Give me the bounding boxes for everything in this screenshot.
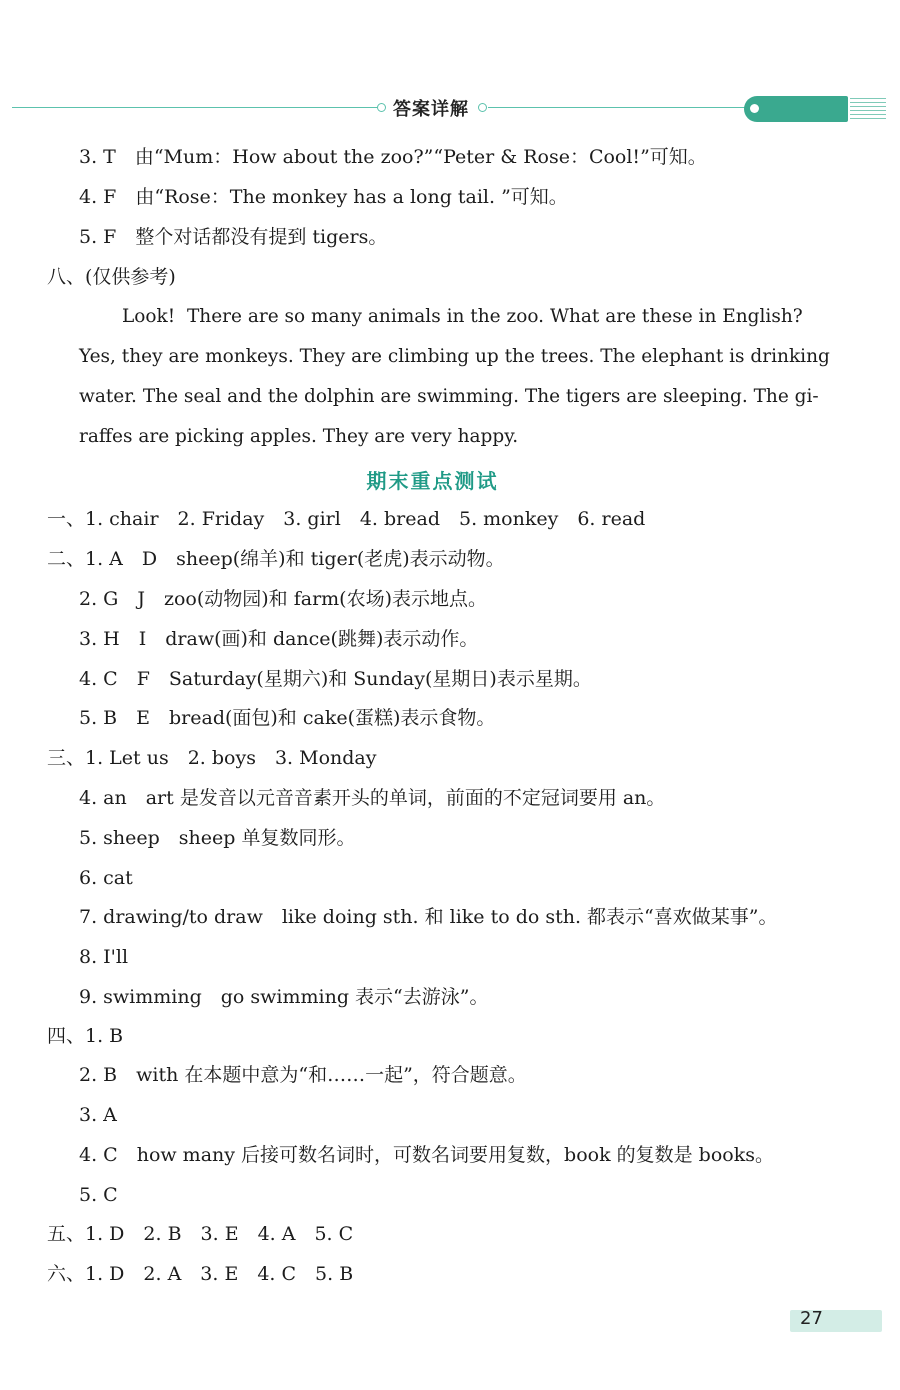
answer-line: 四、1. B (47, 1025, 124, 1047)
header-tab (744, 96, 848, 122)
header-rule-right (488, 107, 750, 108)
page-number: 27 (800, 1308, 823, 1329)
answer-line: 5. B E bread(面包)和 cake(蛋糕)表示食物。 (79, 707, 496, 729)
section-label: 八、(仅供参考) (47, 266, 176, 288)
header-dot-left (377, 103, 386, 112)
answer-line: 8. I'll (79, 946, 129, 968)
answer-line: 5. sheep sheep 单复数同形。 (79, 827, 356, 849)
header-title: 答案详解 (393, 99, 469, 120)
answer-line: 5. C (79, 1184, 118, 1206)
answer-line: 5. F 整个对话都没有提到 tigers。 (79, 226, 388, 248)
answer-line: 六、1. D 2. A 3. E 4. C 5. B (47, 1263, 354, 1285)
paragraph-line: raffes are picking apples. They are very happy. (79, 426, 519, 447)
answer-line: 7. drawing/to draw like doing sth. 和 like to do sth. 都表示“喜欢做某事”。 (79, 906, 778, 928)
header-rule-left (12, 107, 380, 108)
section-title: 期末重点测试 (366, 469, 499, 493)
paragraph-line: Look! There are so many animals in the zoo. What are these in English? (122, 306, 803, 327)
answer-line: 4. an art 是发音以元音音素开头的单词，前面的不定冠词要用 an。 (79, 787, 666, 809)
answer-line: 3. T 由“Mum：How about the zoo?”“Peter & Rose：Cool!”可知。 (79, 146, 707, 168)
answer-line: 一、1. chair 2. Friday 3. girl 4. bread 5. monkey 6. read (47, 508, 646, 530)
answer-line: 4. F 由“Rose：The monkey has a long tail. ”可知。 (79, 186, 568, 208)
answer-line: 三、1. Let us 2. boys 3. Monday (47, 747, 377, 769)
answer-line: 4. C how many 后接可数名词时，可数名词要用复数，book 的复数是 books。 (79, 1144, 774, 1166)
answer-line: 9. swimming go swimming 表示“去游泳”。 (79, 986, 489, 1008)
answer-line: 二、1. A D sheep(绵羊)和 tiger(老虎)表示动物。 (47, 548, 505, 570)
header-stripes (850, 98, 886, 120)
answer-line: 2. B with 在本题中意为“和……一起”，符合题意。 (79, 1064, 527, 1086)
answer-line: 3. H I draw(画)和 dance(跳舞)表示动作。 (79, 628, 479, 650)
answer-line: 3. A (79, 1104, 117, 1126)
answer-line: 2. G J zoo(动物园)和 farm(农场)表示地点。 (79, 588, 487, 610)
paragraph-line: Yes, they are monkeys. They are climbing up the trees. The elephant is drinking (79, 346, 830, 367)
answer-line: 6. cat (79, 867, 133, 889)
answer-line: 4. C F Saturday(星期六)和 Sunday(星期日)表示星期。 (79, 668, 592, 690)
answer-line: 五、1. D 2. B 3. E 4. A 5. C (47, 1223, 354, 1245)
header-dot-right (478, 103, 487, 112)
paragraph-line: water. The seal and the dolphin are swimming. The tigers are sleeping. The gi- (79, 386, 819, 407)
header-tab-dot-icon (750, 104, 759, 113)
